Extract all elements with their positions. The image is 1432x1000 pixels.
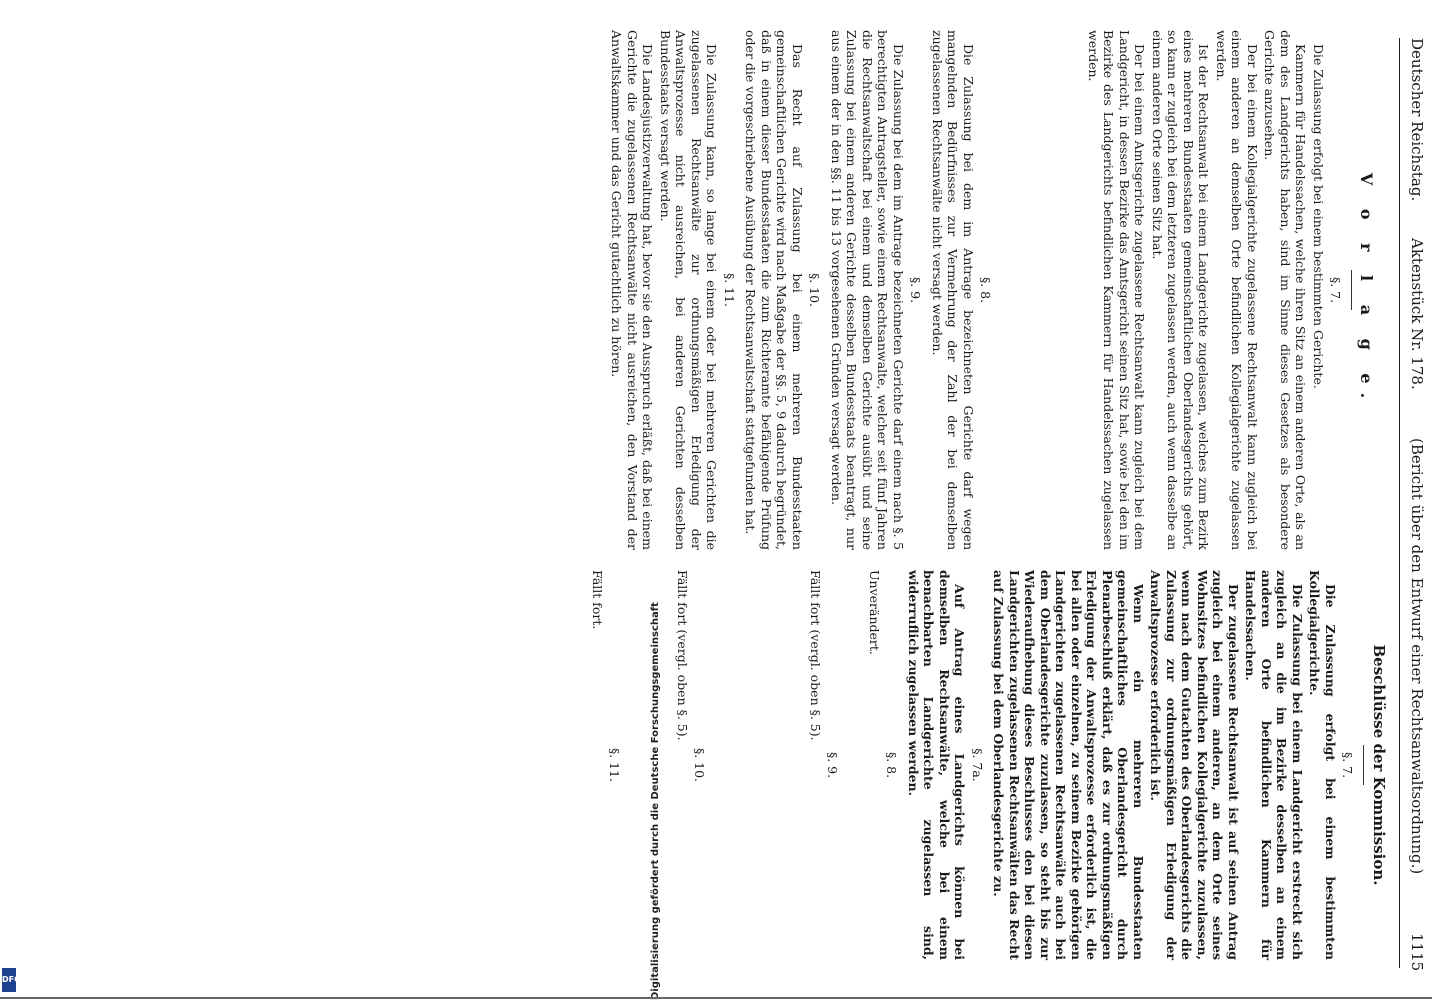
- paragraph: Die Zulassung bei dem im Antrage bezeichneten Gerichte darf einem nach §. 5 berechtigten Antragsteller, sowie einem Rechtsanwalte, welcher seit fünf Jahren die Rechtsanwaltschaft bei einem und demselben Gerichte ausübt und seine Zulassung bei einem anderen Gerichte desselben Bundesstaats beantragt, nur aus einem der in den §§. 11 bis 13 vorgesehenen Gründen versagt werden.: [829, 30, 906, 550]
- page-header: [1402, 38, 1428, 972]
- section-heading: §. 9.: [908, 276, 924, 304]
- paragraph: Die Zulassung erfolgt bei einem bestimmten Gerichte.: [1311, 44, 1326, 389]
- paragraph: Fällt fort (vergl. oben §. 5).: [808, 570, 823, 741]
- dfg-logo-icon: DFG: [2, 968, 16, 992]
- header-right: (Bericht über den Entwurf einer Rechtsanwaltsordnung.): [1408, 438, 1426, 875]
- section-heading: §. 7.: [1340, 751, 1356, 779]
- paragraph: Die Zulassung erfolgt bei einem bestimmten Kollegialgerichte.: [1307, 570, 1338, 960]
- bottom-divider: [0, 997, 1432, 999]
- right-column-title: Beschlüsse der Kommission.: [1370, 644, 1388, 886]
- section-heading: §. 10.: [692, 747, 708, 783]
- right-column: [588, 570, 1393, 960]
- title-rule: [1364, 745, 1365, 785]
- paragraph: Die Landesjustizverwaltung hat, bevor sie den Ausspruch erläßt, daß bei einem Gerichte die zugelassenen Rechtsanwälte nicht ausreichen, den Vorstand der Anwaltskammer und das Gericht gutachtlich zu hören.: [609, 30, 656, 550]
- paragraph: Der zugelassene Rechtsanwalt ist auf seinen Antrag zugleich bei einem anderen, an dem Orte seines Wohnsitzes befindlichen Kollegialgerichte zuzulassen, wenn nach dem Gutachten des Oberlandesgerichts die Zulassung zur ordnungsmäßigen Erledigung der Anwaltsprozesse erforderlich ist.: [1148, 570, 1241, 960]
- paragraph: Die Zulassung bei dem im Antrage bezeichneten Gerichte darf wegen mangelnden Bedürfnisses zur Vermehrung der Zahl der bei demselben zugelassenen Rechtsanwälte nicht versagt werden.: [930, 30, 976, 550]
- section-heading: §. 7.: [1328, 276, 1344, 304]
- title-rule: [1352, 270, 1353, 310]
- section-heading: §. 11.: [607, 747, 623, 783]
- paragraph: Die Zulassung kann, so lange bei einem oder bei mehreren Gerichten die zugelassenen Rechtsanwälte zur ordnungsmäßigen Erledigung der Anwaltsprozesse nicht ausreichen, bei anderen Gerichten desselben Bundesstaats versagt werden.: [658, 30, 720, 550]
- paragraph: Wenn ein mehreren Bundesstaaten gemeinschaftliches Oberlandesgericht durch Plenarbeschluß erklärt, daß es zur ordnungsmäßigen Erledigung der Anwaltsprozesse erforderlich ist, die bei allen oder einzelnen, zu seinem Bezirke gehörigen Landgerichten zugelassenen Rechtsanwälte auch bei dem Oberlandesgerichte zuzulassen, so steht bis zur Wiederaufhebung dieses Beschlusses den bei diesen Landgerichten zugelassenen Rechtsanwälten das Recht auf Zulassung bei dem Oberlandesgerichte zu.: [991, 570, 1146, 960]
- paragraph: Ist der Rechtsanwalt bei einem Landgerichte zugelassen, welches zum Bezirk eines mehreren Bundesstaaten gemeinschaftlichen Oberlandesgerichts gehört, so kann er zugleich bei dem letzteren zugelassen werden, auch wenn dasselbe an einem anderen Orte seinen Sitz hat.: [1150, 30, 1212, 550]
- paragraph: Auf Antrag eines Landgerichts können bei demselben Rechtsanwälte, welche bei einem benachbarten Landgerichte zugelassen sind, widerruflich zugelassen werden.: [906, 570, 968, 960]
- section-heading: §. 10.: [807, 272, 823, 308]
- paragraph: Das Recht auf Zulassung bei einem mehreren Bundesstaaten gemeinschaftlichen Gerichte wird nach Maßgabe der §§. 5, 9 dadurch begründet, daß in einem dieser Bundesstaaten die zum Richteramte befähigende Prüfung oder die vorgeschriebene Ausübung der Rechtsanwaltschaft stattgefunden hat.: [743, 30, 805, 550]
- digitization-credit: Digitalisierung gefördert durch die Deutsche Forschungsgemeinschaft: [650, 602, 661, 1000]
- left-column: [607, 30, 1380, 550]
- section-heading: §. 11.: [722, 272, 737, 308]
- section-heading: §. 8.: [978, 276, 994, 304]
- section-heading: §. 9.: [825, 751, 841, 779]
- header-mid: Aktenstück Nr. 178.: [1408, 238, 1426, 390]
- paragraph: Unverändert.: [867, 570, 882, 655]
- paragraph: Die Zulassung bei einem Landgericht erstreckt sich zugleich an die im Bezirke desselben an einem anderen Orte befindlichen Kammern für Handelssachen.: [1243, 570, 1305, 960]
- paragraph: Der bei einem Kollegialgerichte zugelassene Rechtsanwalt kann zugleich bei einem anderen an demselben Orte befindlichen Kollegialgerichte zugelassen werden.: [1214, 30, 1260, 550]
- paragraph: Der bei einem Amtsgerichte zugelassene Rechtsanwalt kann zugleich bei dem Landgericht, in dessen Bezirke das Amtsgericht seinen Sitz hat, sowie bei den im Bezirke des Landgerichts befindlichen Kammern für Handelssachen zugelassen werden.: [1086, 30, 1148, 550]
- paragraph: Fällt fort.: [590, 570, 605, 630]
- left-column-title: V o r l a g e.: [1357, 172, 1376, 408]
- header-left: Deutscher Reichstag.: [1408, 38, 1426, 202]
- section-heading: §. 7a.: [970, 748, 985, 782]
- section-heading: §. 8.: [884, 751, 900, 779]
- paragraph: Kammern für Handelssachen, welche ihren Sitz an einem anderen Orte, als an dem des Landgerichts haben, sind im Sinne dieses Gesetzes als besondere Gerichte anzusehen.: [1262, 30, 1309, 550]
- page-number: 1115: [1408, 933, 1426, 972]
- header-rule: [1399, 38, 1400, 968]
- paragraph: Fällt fort (vergl. oben §. 5).: [675, 570, 690, 741]
